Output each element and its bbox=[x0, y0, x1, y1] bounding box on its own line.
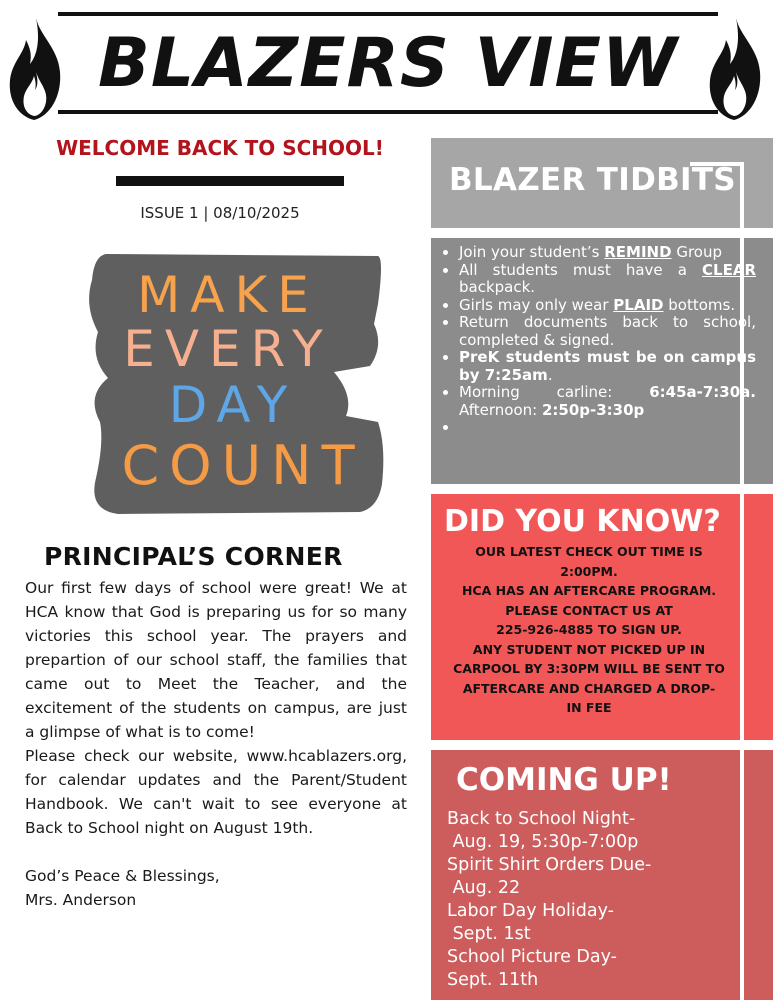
principals-corner-heading: PRINCIPAL’S CORNER bbox=[44, 542, 343, 571]
principal-paragraph-2: Please check our website, www.hcablazers.org, for calendar updates and the Parent/Student Handbook. We can't wait to see everyone at Back to School night on August 19th. bbox=[25, 747, 407, 837]
tidbit-prek: • PreK students must be on campus by 7:25am. bbox=[459, 349, 756, 384]
tidbits-list bbox=[441, 244, 756, 437]
coming-up-line: School Picture Day- bbox=[447, 947, 617, 967]
tidbit-documents: • Return documents back to school, completed & signed. bbox=[459, 314, 756, 349]
did-you-know-title: DID YOU KNOW? bbox=[444, 504, 721, 539]
coming-accent bbox=[740, 750, 744, 1000]
tidbit-remind: • Join your student’s REMIND Group bbox=[459, 244, 756, 262]
tidbits-header-accent bbox=[740, 164, 744, 228]
tidbit-empty bbox=[459, 419, 756, 437]
tidbit-carline: • Morning carline: 6:45a-7:30a. Afternoon: 2:50p-3:30p bbox=[459, 384, 756, 419]
coming-up-line: Aug. 22 bbox=[447, 878, 521, 898]
coming-up-line: Labor Day Holiday- bbox=[447, 901, 614, 921]
coming-up-line: Spirit Shirt Orders Due- bbox=[447, 855, 652, 875]
masthead-bottom-rule bbox=[58, 110, 718, 114]
issue-line: ISSUE 1 | 08/10/2025 bbox=[140, 204, 300, 222]
did-you-know-text: OUR LATEST CHECK OUT TIME IS 2:00PM. HCA HAS AN AFTERCARE PROGRAM. PLEASE CONTACT US AT 225-926-4885 TO SIGN UP. ANY STUDENT NOT PICKED UP IN CARPOOL BY 3:30PM WILL BE SENT TO AFTERCARE AND CHARGED A DROP- IN FEE bbox=[453, 544, 725, 715]
tidbit-plaid: • Girls may only wear PLAID bottoms. bbox=[459, 297, 756, 315]
welcome-divider bbox=[116, 176, 344, 186]
sticker-word-4: COUNT bbox=[121, 434, 365, 497]
principal-paragraph-1: Our first few days of school were great! We at HCA know that God is preparing us for so many victories this school year. The prayers and prepartion of our school staff, the families that came out to Meet the Teacher, and the excitement of the students on campus, are just a glimpse of what is to come! bbox=[25, 579, 407, 741]
coming-up-title: COMING UP! bbox=[456, 762, 672, 798]
make-every-day-count-sticker bbox=[78, 246, 388, 521]
sticker-word-3: DAY bbox=[168, 376, 298, 434]
principal-closing: God’s Peace & Blessings, bbox=[25, 867, 220, 885]
masthead-top-rule bbox=[58, 12, 718, 16]
coming-up-line: Back to School Night- bbox=[447, 809, 636, 829]
flame-left-icon bbox=[6, 14, 66, 124]
coming-up-line: Aug. 19, 5:30p-7:00p bbox=[447, 832, 639, 852]
newsletter-title: BLAZERS VIEW bbox=[98, 24, 678, 103]
welcome-heading: WELCOME BACK TO SCHOOL! bbox=[56, 136, 384, 160]
principals-corner-body bbox=[25, 576, 407, 912]
tidbit-backpack: • All students must have a CLEAR backpack. bbox=[459, 262, 756, 297]
masthead bbox=[58, 12, 718, 114]
tidbits-title: BLAZER TIDBITS bbox=[449, 162, 736, 198]
coming-up-line: Sept. 1st bbox=[447, 924, 531, 944]
flame-right-icon bbox=[706, 14, 766, 124]
principal-signature: Mrs. Anderson bbox=[25, 891, 137, 909]
sticker-word-1: MAKE bbox=[137, 266, 319, 324]
coming-up-line: Sept. 11th bbox=[447, 970, 539, 990]
sticker-word-2: EVERY bbox=[123, 320, 333, 378]
coming-up-list bbox=[447, 808, 737, 992]
